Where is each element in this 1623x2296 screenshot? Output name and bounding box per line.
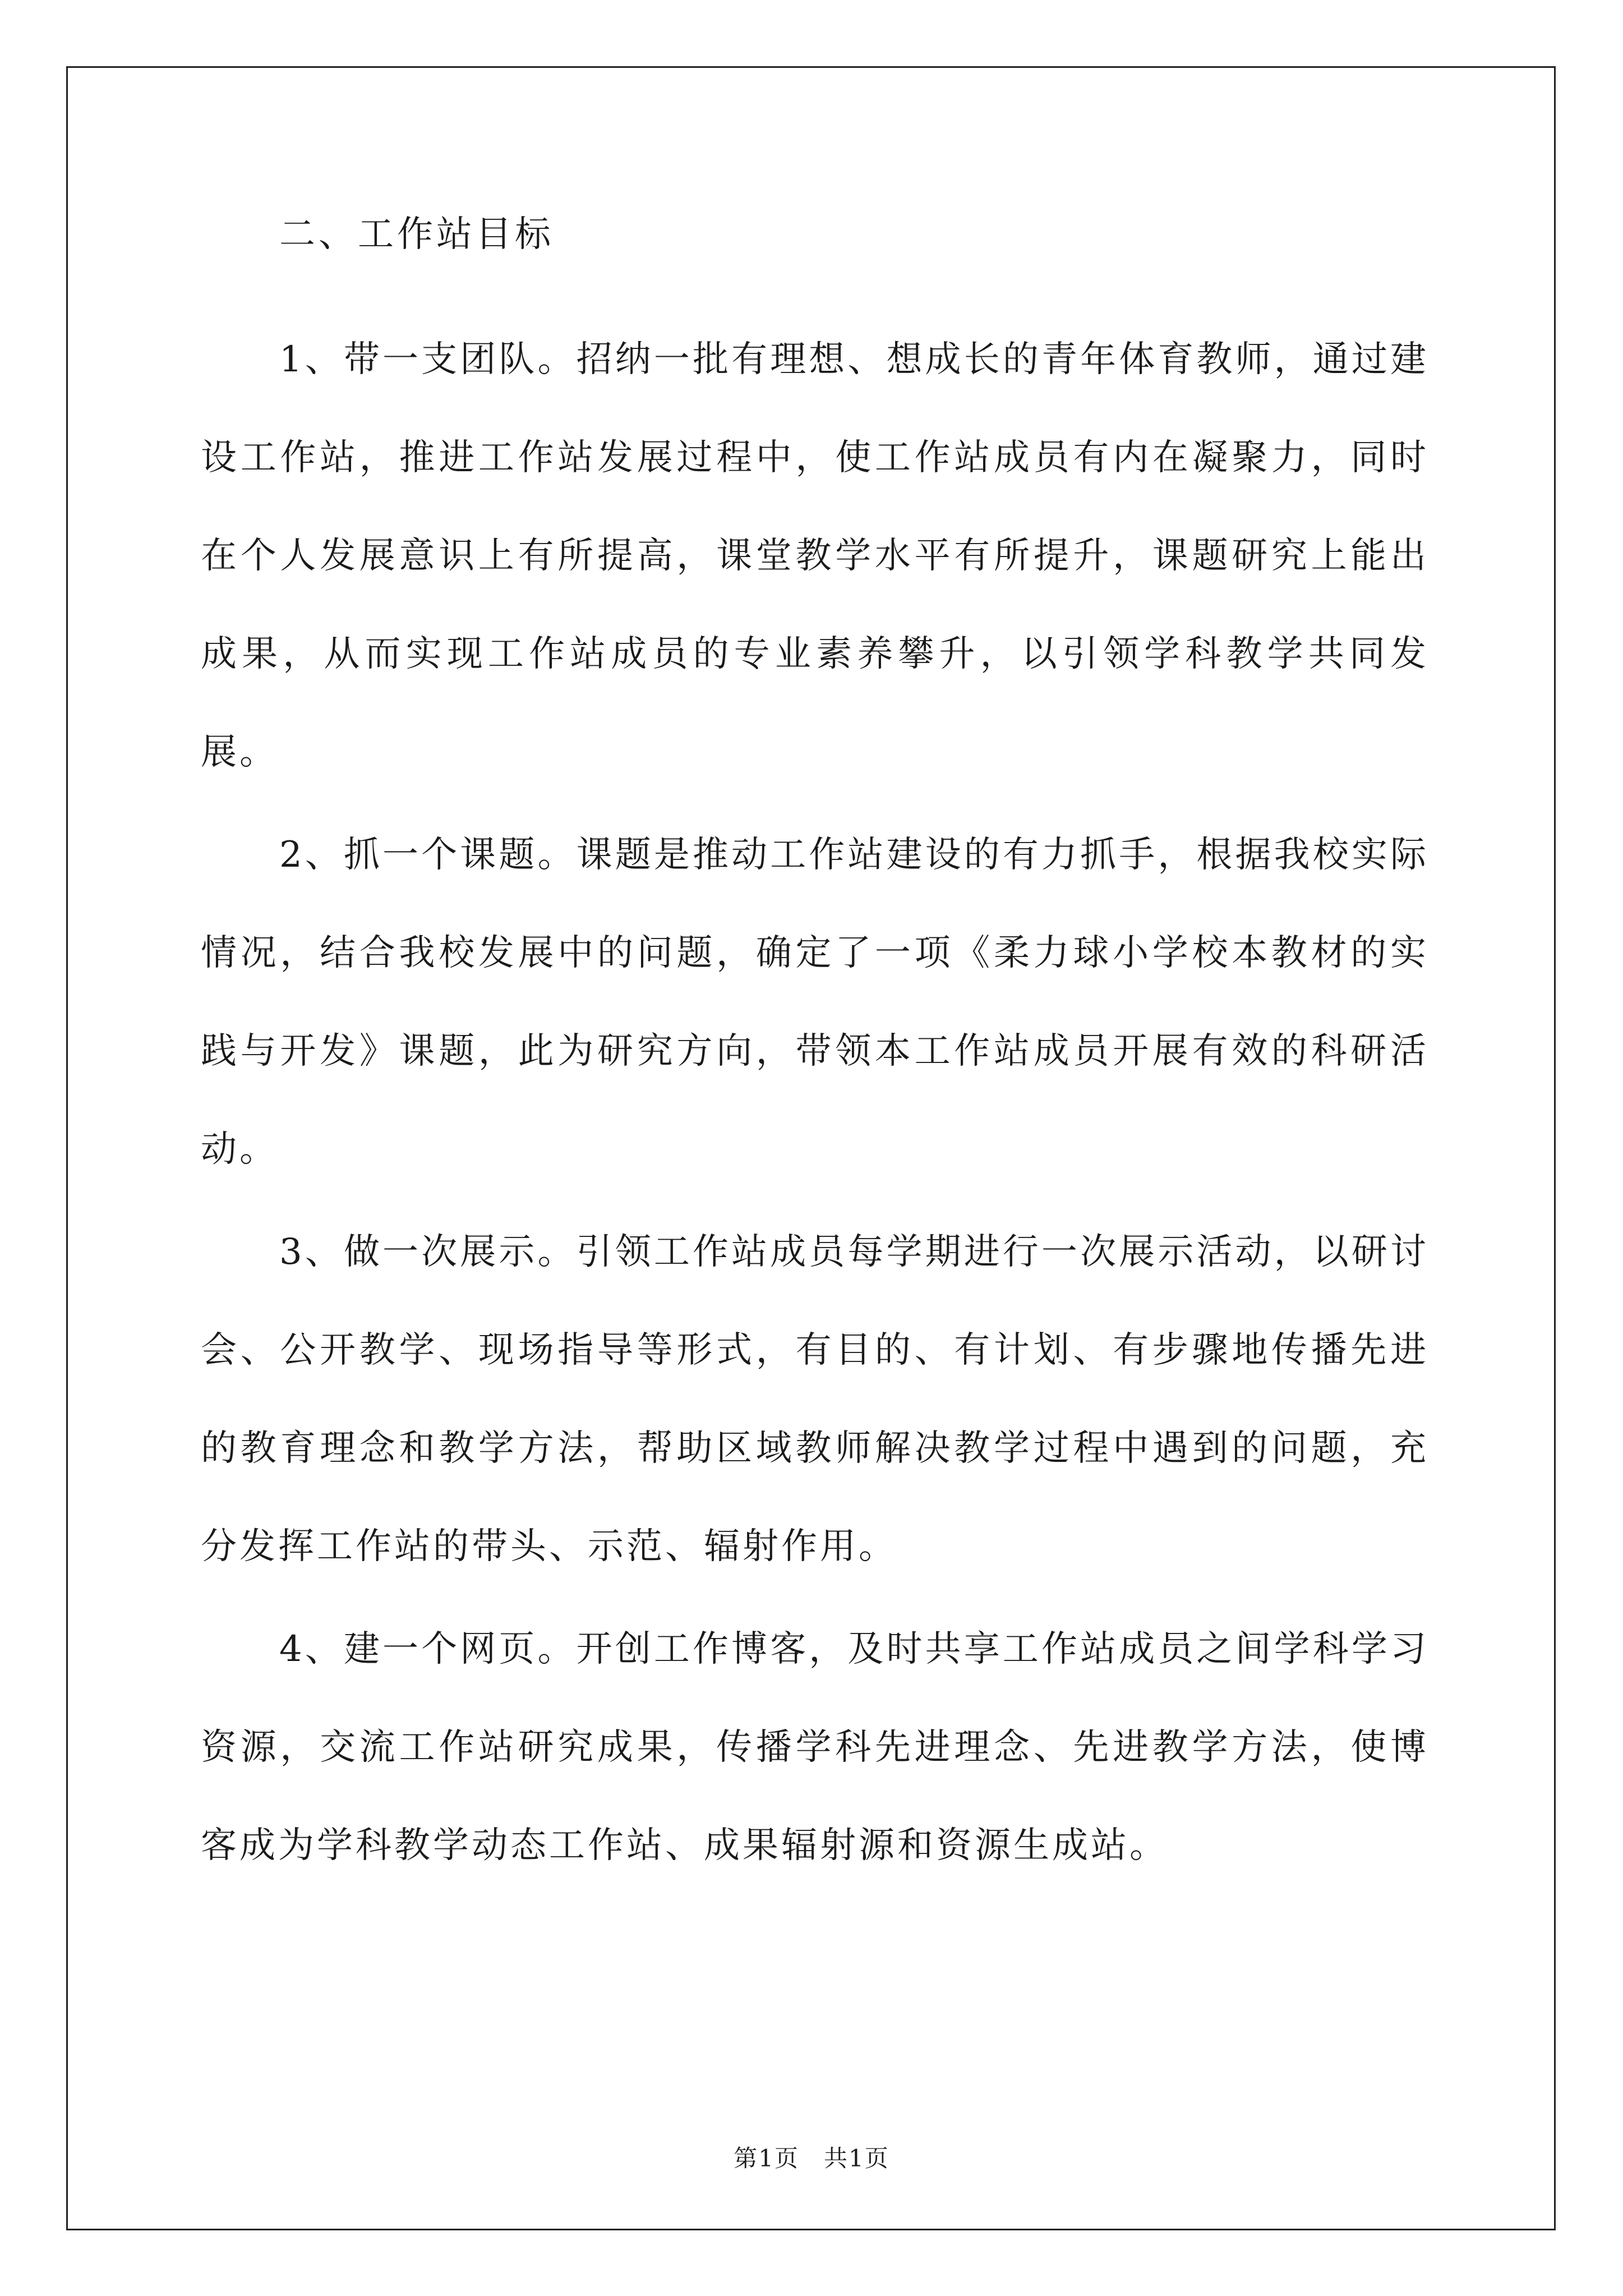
page-number-footer: 第1页 共1页 bbox=[734, 2145, 889, 2172]
paragraph-3: 3、做一次展示。引领工作站成员每学期进行一次展示活动，以研讨会、公开教学、现场指导等形式，有目的、有计划、有步骤地传播先进的教育理念和教学方法，帮助区域教师解决教学过程中遇到的问题，充分发挥工作站的带头、示范、辐射作用。 bbox=[201, 1231, 1429, 1567]
section-heading: 二、工作站目标 bbox=[279, 214, 554, 255]
paragraph-2: 2、抓一个课题。课题是推动工作站建设的有力抓手，根据我校实际情况，结合我校发展中的问题，确定了一项《柔力球小学校本教材的实践与开发》课题，此为研究方向，带领本工作站成员开展有效的科研活动。 bbox=[201, 834, 1429, 1170]
paragraph-1: 1、带一支团队。招纳一批有理想、想成长的青年体育教师，通过建设工作站，推进工作站发展过程中，使工作站成员有内在凝聚力，同时在个人发展意识上有所提高，课堂教学水平有所提升，课题研究上能出成果，从而实现工作站成员的专业素养攀升，以引领学科教学共同发展。 bbox=[201, 339, 1429, 773]
document-body bbox=[201, 208, 1429, 1895]
paragraph-4: 4、建一个网页。开创工作博客，及时共享工作站成员之间学科学习资源，交流工作站研究成果，传播学科先进理念、先进教学方法，使博客成为学科教学动态工作站、成果辐射源和资源生成站。 bbox=[201, 1628, 1429, 1866]
